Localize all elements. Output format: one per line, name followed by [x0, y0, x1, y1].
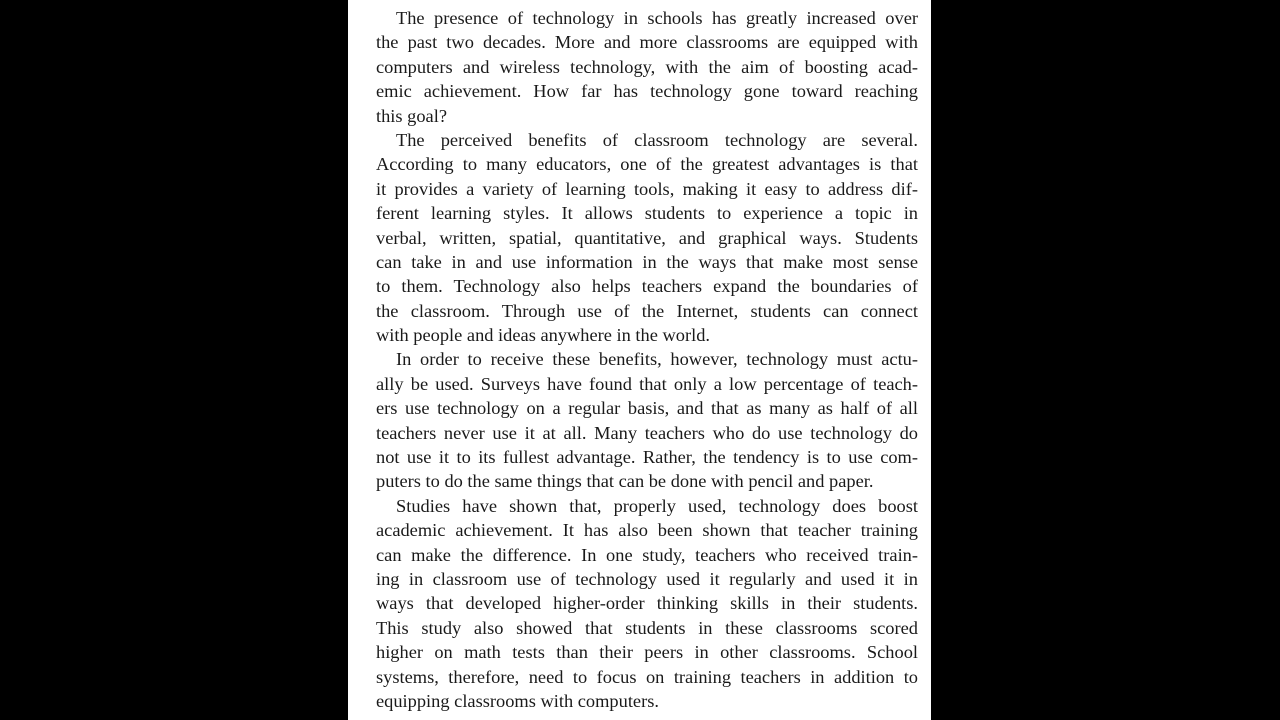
paragraph	[376, 6, 918, 128]
text-line: ways that developed higher-order thinking skills in their students.	[376, 593, 918, 614]
text-line: academic achievement. It has also been shown that teacher training	[376, 520, 918, 541]
text-line: the classroom. Through use of the Internet, students can connect	[376, 300, 918, 321]
text-line: equipping classrooms with computers.	[376, 690, 659, 711]
text-line: According to many educators, one of the greatest advantages is that	[376, 154, 918, 175]
text-line: systems, therefore, need to focus on training teachers in addition to	[376, 666, 918, 687]
paragraph	[376, 494, 918, 714]
text-line: ing in classroom use of technology used it regularly and used it in	[376, 568, 918, 589]
document-page	[348, 0, 931, 720]
text-line: can make the difference. In one study, teachers who received train-	[376, 544, 918, 565]
text-line: can take in and use information in the ways that make most sense	[376, 251, 918, 272]
text-line: higher on math tests than their peers in other classrooms. School	[376, 642, 918, 663]
document-text	[376, 6, 918, 713]
text-line: ers use technology on a regular basis, and that as many as half of all	[376, 398, 918, 419]
text-line: it provides a variety of learning tools, making it easy to address dif-	[376, 178, 918, 199]
text-line: with people and ideas anywhere in the world.	[376, 325, 710, 346]
paragraph	[376, 128, 918, 348]
text-line: computers and wireless technology, with the aim of boosting acad-	[376, 56, 918, 77]
text-line: not use it to its fullest advantage. Rather, the tendency is to use com-	[376, 447, 918, 468]
text-line: teachers never use it at all. Many teachers who do use technology do	[376, 422, 918, 443]
text-line: ferent learning styles. It allows students to experience a topic in	[376, 203, 918, 224]
text-line: the past two decades. More and more classrooms are equipped with	[376, 32, 918, 53]
text-line: verbal, written, spatial, quantitative, and graphical ways. Students	[376, 227, 918, 248]
text-line: ally be used. Surveys have found that only a low percentage of teach-	[376, 373, 918, 394]
text-line: to them. Technology also helps teachers expand the boundaries of	[376, 276, 918, 297]
text-line: This study also showed that students in these classrooms scored	[376, 617, 918, 638]
text-line: The presence of technology in schools has greatly increased over	[396, 8, 918, 28]
text-line: puters to do the same things that can be done with pencil and paper.	[376, 471, 874, 492]
text-line: this goal?	[376, 105, 447, 126]
text-line: In order to receive these benefits, however, technology must actu-	[396, 349, 918, 370]
text-line: The perceived benefits of classroom technology are several.	[396, 129, 918, 150]
paragraph	[376, 347, 918, 493]
text-line: emic achievement. How far has technology gone toward reaching	[376, 81, 918, 102]
text-line: Studies have shown that, properly used, technology does boost	[396, 495, 918, 516]
